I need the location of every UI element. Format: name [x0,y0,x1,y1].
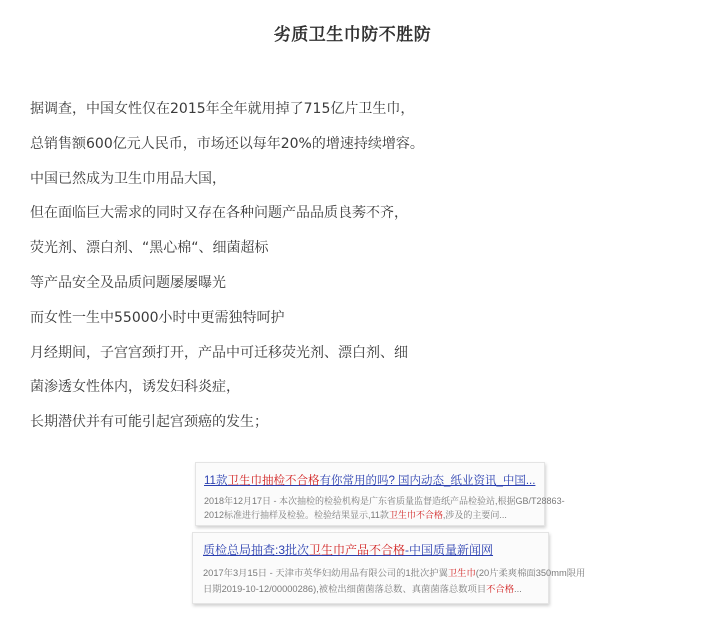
search-result-card [195,462,565,526]
snippet-highlight: 不合格 [486,584,515,594]
article-line: 但在面临巨大需求的同时又存在各种问题产品品质良莠不齐， [30,205,408,222]
snippet-text: 2017年3月15日 - 天津市英华妇幼用品有限公司的1批次护翼 [203,568,448,578]
search-result-snippet [203,565,585,597]
result-title-text: 11款 [204,475,228,487]
search-result-card [192,532,586,604]
article-line: 而女性一生中55000小时中更需独特呵护 [30,309,285,326]
snippet-text: ,涉及的主要问... [442,510,507,520]
result-title-text: 有你常用的吗? 国内动态_纸业资讯_中国... [319,475,536,487]
article-line: 月经期间，子宫宫颈打开，产品中可迁移荧光剂、漂白剂、细 [30,344,408,361]
article-body [30,92,690,440]
article-line: 总销售额600亿元人民币，市场还以每年20%的增速持续增容。 [30,135,424,152]
article-line: 菌渗透女性体内，诱发妇科炎症， [30,379,240,396]
article-line: 长期潜伏并有可能引起宫颈癌的发生； [30,414,268,431]
result-title-text: -中国质量新闻网 [405,543,494,557]
article-line: 据调查，中国女性仅在2015年全年就用掉了715亿片卫生巾， [30,101,415,117]
snippet-line: 2018年12月17日 - 本次抽检的检验机构是广东省质量监督造纸产品检验站,根据GB/T28863- [204,496,565,506]
snippet-highlight: 卫生巾 [447,568,476,578]
article-line: 等产品安全及品质问题屡屡曝光 [30,274,226,291]
snippet-line [203,565,585,581]
article-title: 劣质卫生巾防不胜防 [273,25,432,45]
snippet-line [203,581,585,597]
result-title-text: 质检总局抽查:3批次 [203,543,310,557]
snippet-text: 日期2019-10-12/00000286),被检出细菌菌落总数、真菌菌落总数项目 [203,584,487,594]
snippet-text: ... [514,584,522,594]
result-title-highlight: 卫生巾产品不合格 [309,543,406,557]
article-line: 荧光剂、漂白剂、“黑心棉“、细菌超标 [30,240,269,257]
snippet-text: (20片柔爽棉面350mm限用 [475,568,586,578]
search-result-link[interactable] [204,473,535,489]
snippet-text: 2012标准进行抽样及检验。检验结果显示,11款 [204,510,389,520]
snippet-line [204,508,565,522]
snippet-highlight: 卫生巾不合格 [388,510,443,520]
article-line: 中国已然成为卫生巾用品大国， [30,170,226,187]
result-title-highlight: 卫生巾抽检不合格 [227,475,320,487]
search-result-link[interactable] [203,542,493,558]
search-result-snippet [204,494,565,522]
